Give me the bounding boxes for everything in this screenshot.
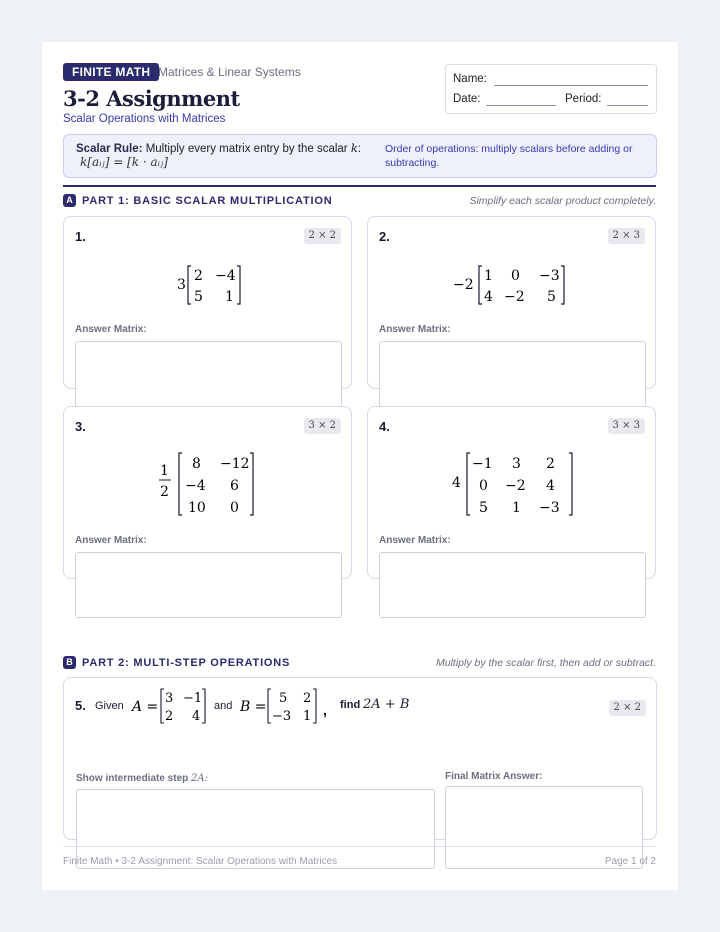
find-expression: 2A + B [363,697,410,712]
subject-label: Matrices & Linear Systems [158,65,301,79]
name-field[interactable] [494,85,648,86]
problem-number: 5. [75,698,86,713]
matrix-entry: 1 [303,709,312,724]
left-bracket [188,266,191,304]
matrix-entry: −4 [215,268,236,284]
matrix-entry: −3 [539,500,560,516]
answer-matrix-field[interactable] [75,341,342,407]
matrix-entry: 4 [546,478,555,494]
rule-note: Order of operations: multiply scalars before adding or subtracting. [385,143,633,169]
answer-matrix-field[interactable] [379,552,646,618]
step-expression: 2A: [191,773,208,784]
right-bracket [561,266,564,304]
rule-formula: k[aᵢⱼ] = [k · aᵢⱼ] [80,155,168,169]
matrix-entry: −12 [220,456,250,472]
dimension-badge: 2 × 2 [609,700,646,716]
left-bracket [467,453,470,515]
matrix-entry: 5 [547,289,556,305]
given-label: Given [95,700,124,712]
matrix-entry: 8 [192,456,201,472]
problem-number: 3. [75,419,86,434]
scalar-denominator: 2 [160,484,169,500]
matrix-entry: 4 [192,709,201,724]
matrix-entry: 2 [194,268,203,284]
right-bracket [313,689,316,723]
page-title: 3-2 Assignment [63,86,240,111]
matrix-entry: −2 [505,478,526,494]
scalar: −2 [453,277,474,293]
dimension-badge: 3 × 2 [304,418,341,434]
part1-note: Simplify each scalar product completely. [469,195,656,207]
part2-heading [63,656,290,669]
matrix-entry: 6 [230,478,239,494]
rule-label: Scalar Rule: [76,143,143,155]
problem-number: 1. [75,229,86,244]
footer-divider [63,846,656,847]
problem-expression [169,261,249,309]
matrix-entry: 1 [225,289,234,305]
matrix-entry: 5 [479,500,488,516]
problem-card-3 [63,406,352,579]
matrix-entry: 5 [194,289,203,305]
right-bracket [202,689,205,723]
course-badge: FINITE MATH [63,63,159,81]
right-bracket [250,453,253,515]
matrix-entry: 0 [479,478,488,494]
dimension-badge: 2 × 3 [608,228,645,244]
problem-card-1 [63,216,352,389]
dimension-badge: 3 × 3 [608,418,645,434]
problem-card-2 [367,216,656,389]
problem-expression [154,449,264,521]
problem-card-5 [63,677,657,840]
part1-letter: A [63,194,76,207]
rule-scalar: k [350,141,358,155]
period-label: Period: [565,93,602,105]
matrix-entry: −4 [185,478,206,494]
find-label: find [340,699,361,711]
comma: , [323,702,327,718]
matrix-entry: 1 [512,500,521,516]
final-answer-label: Final Matrix Answer: [445,771,543,782]
rule-description: Multiply every matrix entry by the scalar [145,143,348,155]
period-field[interactable] [607,105,648,106]
answer-label: Answer Matrix: [75,324,147,335]
matrix-entry: 10 [188,500,206,516]
section-divider [63,185,656,187]
matrix-entry: 2 [165,709,174,724]
answer-matrix-field[interactable] [75,552,342,618]
matrix-entry: −1 [472,456,493,472]
dimension-badge: 2 × 2 [304,228,341,244]
matrix-entry: 0 [230,500,239,516]
left-bracket [179,453,182,515]
left-bracket [479,266,482,304]
problem-expression [451,261,576,309]
matrix-entry: 1 [484,268,493,284]
left-bracket [161,689,164,723]
date-label: Date: [453,93,481,105]
left-bracket [268,689,271,723]
and-label: and [214,700,233,712]
answer-label: Answer Matrix: [75,535,147,546]
answer-label: Answer Matrix: [379,324,451,335]
matrix-entry: 4 [484,289,493,305]
right-bracket [237,266,240,304]
answer-label: Answer Matrix: [379,535,451,546]
matrix-entry: 3 [165,691,174,706]
part2-title: PART 2: MULTI-STEP OPERATIONS [82,657,291,669]
part1-title: PART 1: BASIC SCALAR MULTIPLICATION [82,195,333,207]
problem-card-4 [367,406,656,579]
part2-letter: B [63,656,76,669]
rule-text [76,141,361,155]
scalar-numerator: 1 [160,463,169,479]
matrix-entry: −1 [183,691,203,706]
page-subtitle: Scalar Operations with Matrices [63,113,226,125]
given-matrices [130,686,340,728]
name-label: Name: [453,73,487,85]
right-bracket [569,453,572,515]
problem-expression [448,449,578,521]
matrix-entry: −2 [504,289,525,305]
part2-note: Multiply by the scalar first, then add or subtract. [435,657,656,669]
scalar: 4 [452,475,461,491]
worksheet-page [42,42,678,890]
answer-matrix-field[interactable] [379,341,646,407]
step-label [76,773,208,784]
scalar: 3 [177,277,186,293]
problem-number: 4. [379,419,390,434]
part1-heading [63,194,332,207]
date-field[interactable] [486,105,556,106]
scalar-rule-box [63,134,657,178]
footer-text: Finite Math • 3-2 Assignment: Scalar Operations with Matrices [63,856,338,867]
matrix-entry: 2 [546,456,555,472]
matrix-entry: 5 [279,691,288,706]
matrix-entry: −3 [539,268,560,284]
step-label-text: Show intermediate step [76,773,189,784]
matrix-b-label: B = [240,699,267,715]
problem-number: 2. [379,229,390,244]
matrix-a-label: A = [132,699,159,715]
matrix-entry: 2 [303,691,312,706]
matrix-entry: 0 [511,268,520,284]
matrix-entry: −3 [272,709,292,724]
matrix-entry: 3 [512,456,521,472]
student-info-box [445,64,657,114]
rule-colon: : [357,143,362,155]
page-number: Page 1 of 2 [604,856,656,867]
